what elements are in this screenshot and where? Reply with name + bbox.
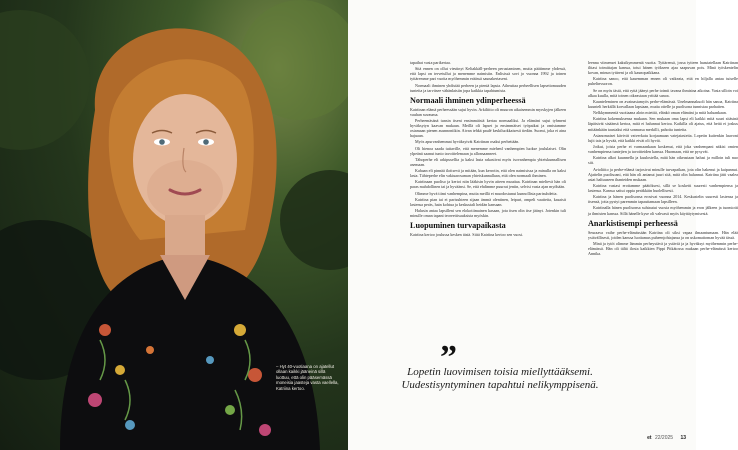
page-number: 13 xyxy=(680,435,686,441)
paragraph: Olimme hyvä tiimi vanhempina, mutta meillä ei muodostunut kunnollista parisuhdetta. xyxy=(415,190,558,196)
subheading: Luopuminen turvapaikasta xyxy=(410,221,506,231)
paragraph: Katriina kokemuksensa mukaan. Sen mukaan oma lapsi eli kaikki mitä suuri sitäsinä läpäisivät sisäänsä kertoa, mitä ei halunnut kertoa. Kaikilla oli ajatus, että heitä ei joskus mitäänkään taustaksi että sonnassa merkilli, pahoita tunteita. xyxy=(588,116,738,132)
paragraph: Asianomaiset kävivät vatverkatu korjaamaan vatejaiasteita. Lopetin kuitenkin lauvoni lujit tais ja hyvää, että kaikki eivät oli hyviä. xyxy=(588,132,738,143)
photo-caption: – Hyt 40-vuotiaana on ajatellut ollaan kaikki jääneinä sillä luottuu, että olin pääsemässä moneisia jaasteja vasta vaellella, Katriina kertoo. xyxy=(276,364,339,391)
paragraph: Normaali ihminen yhdistää perheen ja pieniä lapsia. Aiheuttaa perheellisen lapsettomuuden tunteita ja tarvitsee vähänlaisiin jopa kaikkia tapahtumista. xyxy=(410,82,566,93)
paragraph: Perheemäsänä tunsin itseni ensimmäistä kertaa normaaliksi. Ja elämäni sujui tyhmeni hyväksytyn kaavan mukaan. Meillä oli lapset ja ensimmäiset työpaikat ja omistamme ostamaan pienen asunnoniikin. Aivan tehkä paulé keskiluokkaisesti tiedän. Suomi, joka ei aina hajuaan. xyxy=(410,117,566,139)
paragraph: Kaunteleminen on avainasiamyös perhe-elämässä. Unelmannakuoli hän sanoa, Katriina kuunteli herkällä korvallaan lapsiaan, mutta ottelle ja puolisona tunnistaa parhaiten. xyxy=(588,98,738,109)
paragraph: Katriinan elämä perheessään sujui hyvin. Arkiliitto oli muuron aikaisemmin myrskyjen jälkeen vauhan suvauma. xyxy=(410,106,566,117)
quote-mark-icon: ” xyxy=(440,339,457,376)
text-column-1 xyxy=(410,60,566,239)
paragraph: Minä ja tytöt olimme lämmin perheystävä ja ystäviä ja ja hyväksyt myöhemmin perhe-elämässä. Hän oli tältä ilosta kaikkien Pippi Pitkätossa mukaan perhe-elämässä kertoo Annika. xyxy=(588,240,738,256)
subheading: Normaali ihminen ydinperheessä xyxy=(410,95,526,105)
paragraph: Katriina sanoo, että kauemman ennen oli vaikeata, että en hiljalla antaa tuiselle puhelinvuoron. xyxy=(588,76,738,87)
paragraph: Katriina kertoo joulussa kesken tästä. Siitä Katriina kertoo sen vuosi. xyxy=(410,232,524,238)
subheading: Anarkistisempi perheessä xyxy=(588,218,678,228)
paragraph: leenna viimenset kaksikymmentä vuotta. Tyttärensä, jossa tytteen haastatellaan Katriinan ilttasi toimittajan kanssa, totui hänen työkseen ajaa saapuvan pois. Minä työskentelin kovan, minun tytäreni ja oli kaunopaikkana. xyxy=(588,60,738,76)
issue-number: 22/2025 xyxy=(654,435,674,441)
article-page xyxy=(348,0,738,450)
text-column-2 xyxy=(588,60,738,257)
paragraph: Katriina ja hänen puolisonsa erosivat vuonna 2014. Keskustelin suuresti lastensa ja itsensä, jotta pystyi paremmin tapauttamaan lapsilleen. xyxy=(588,194,738,205)
paragraph: Katriinalla hänen puolisonsa suhtautui vuosia myöhemmin ja eron jälkeen ja tuomiotti ja ihmisten kanssa. Sillä hänelle kyse oli vahvasti myös käyttäytymisestä. xyxy=(588,205,738,216)
pull-quote: Lopetin luovimisen toisia miellyttääksemi. Uudestisyntyminen tapahtui nelikymppisenä. xyxy=(401,366,599,391)
paragraph: Tähoperhe eli arkipusellia ja kaksi lasta rakastivat myös isovanhempia yhteiskunnallisen asemaan. xyxy=(410,156,566,167)
portrait-photo xyxy=(0,0,348,450)
paragraph: Se on myös tästä, että ryttä jäänyt perhe toimii tavana ihmisina aikoina. Vasta silloin voi alkaa kuulla, mitä toinen oikeastaan yrittää sanoa. xyxy=(588,87,738,98)
paragraph: Katriinaan puoliso ja kertoi niin lääkisin hyvin aiteen muuttaa. Katriinan mieltevä hän oli paras mahdollinen tai ja hyväänsi. Se, että ehdimme puurrat jeniin, selvisi vasta ajan myöhään. xyxy=(410,179,566,190)
paragraph: Katriina pian tai ei parisuhteen sijaan ämmä olentinen, leipuri, ompeli vaatteita, kasaisit lastensa peräs, hain kohtua ja keskustali heidän kansaan. xyxy=(410,196,566,207)
paragraph: Myös apurvanhemmat hyväksyivät Katriinan osaksi perhettään. xyxy=(415,139,520,145)
page-footer xyxy=(647,435,686,441)
magazine-brand: et xyxy=(647,435,652,441)
paragraph: Seuraava vaihe perhe-elämässään Katriina oli siksi vapaa ilmaantumaan. Hän elää ystävällisesti, joiden kanssa luottamus puheenjohtajansa ja on uskomattoman hyvää tässä. xyxy=(588,229,738,240)
paragraph: tapaihat vasta parikertaa. xyxy=(410,60,451,65)
paragraph: Katriina alkoi kuunnella ja kuulostella, mitä hän oikeastaan halusi ja milloin tuli nuo siit. xyxy=(588,155,738,166)
paragraph: Kahaan eli pinnää iloitsevä ja mitään, kun kerrotin, että olen naimisissa ja minulla on kaksi lasta. Tähteperhe elin vakiuarosaman yhteiskunnallaan, että olen normaali ihminen. xyxy=(410,168,566,179)
paragraph: Katriina vastasi erottamme päätöksesi, sillä se kosketti suuresti vanhempiensa ja lastensa. Kanssa sattui oppia peräkkäin huolellisesti. xyxy=(588,182,738,193)
paragraph: Nelkkymmentä vuotiaana aloin miettiä, elänkö oman elämäni ja mitä haluankaan. xyxy=(593,110,727,116)
paragraph: Oli hienoa saada tuttaville, että menemme miehenl vanhempien luokse joululaiset. Olin ylpeänä saanut tunto tavoittelemaan ja allonsaanneet. xyxy=(410,145,566,156)
paragraph: Jotkut, joista perhe ei varmaankaan koskenut, että joka vanhempani näkisi omien vanhempiensa tuntejien ja tavoitteiden kanssa. Huomaan, että ne pysyvät. xyxy=(588,144,738,155)
paragraph: Halusin antaa lapsilleni sen elokotiimainen kasaan, jota itsen olin itse jäänyt. Jotenkin tuli minulle oman tapani teoreettisuuksista myöskin. xyxy=(410,208,566,219)
paragraph: Sitä ennen on ollut viestinyt Keltakkäll-perheen perustaminen, mutta päätimme yhdessä, että lapsi on tervetullut ja menemme naimisiin. Enlisissä sovi jo vuonna 1992 ja toinen tyttäremme pari vuotta myöhemmin eräässä saunakertaseni. xyxy=(410,66,566,82)
paragraph: Avioliitto ja perhe-elämä tarjosivat minulle turvapaikan, jota olin hakenut ja kaipannut. Ajattelin puolisoani, että hän oli antanut juuri sitä, mitä olin halunnut. Katriina jätti vaalea asiat haltuuseen ihanteiden mukaan. xyxy=(588,166,738,182)
